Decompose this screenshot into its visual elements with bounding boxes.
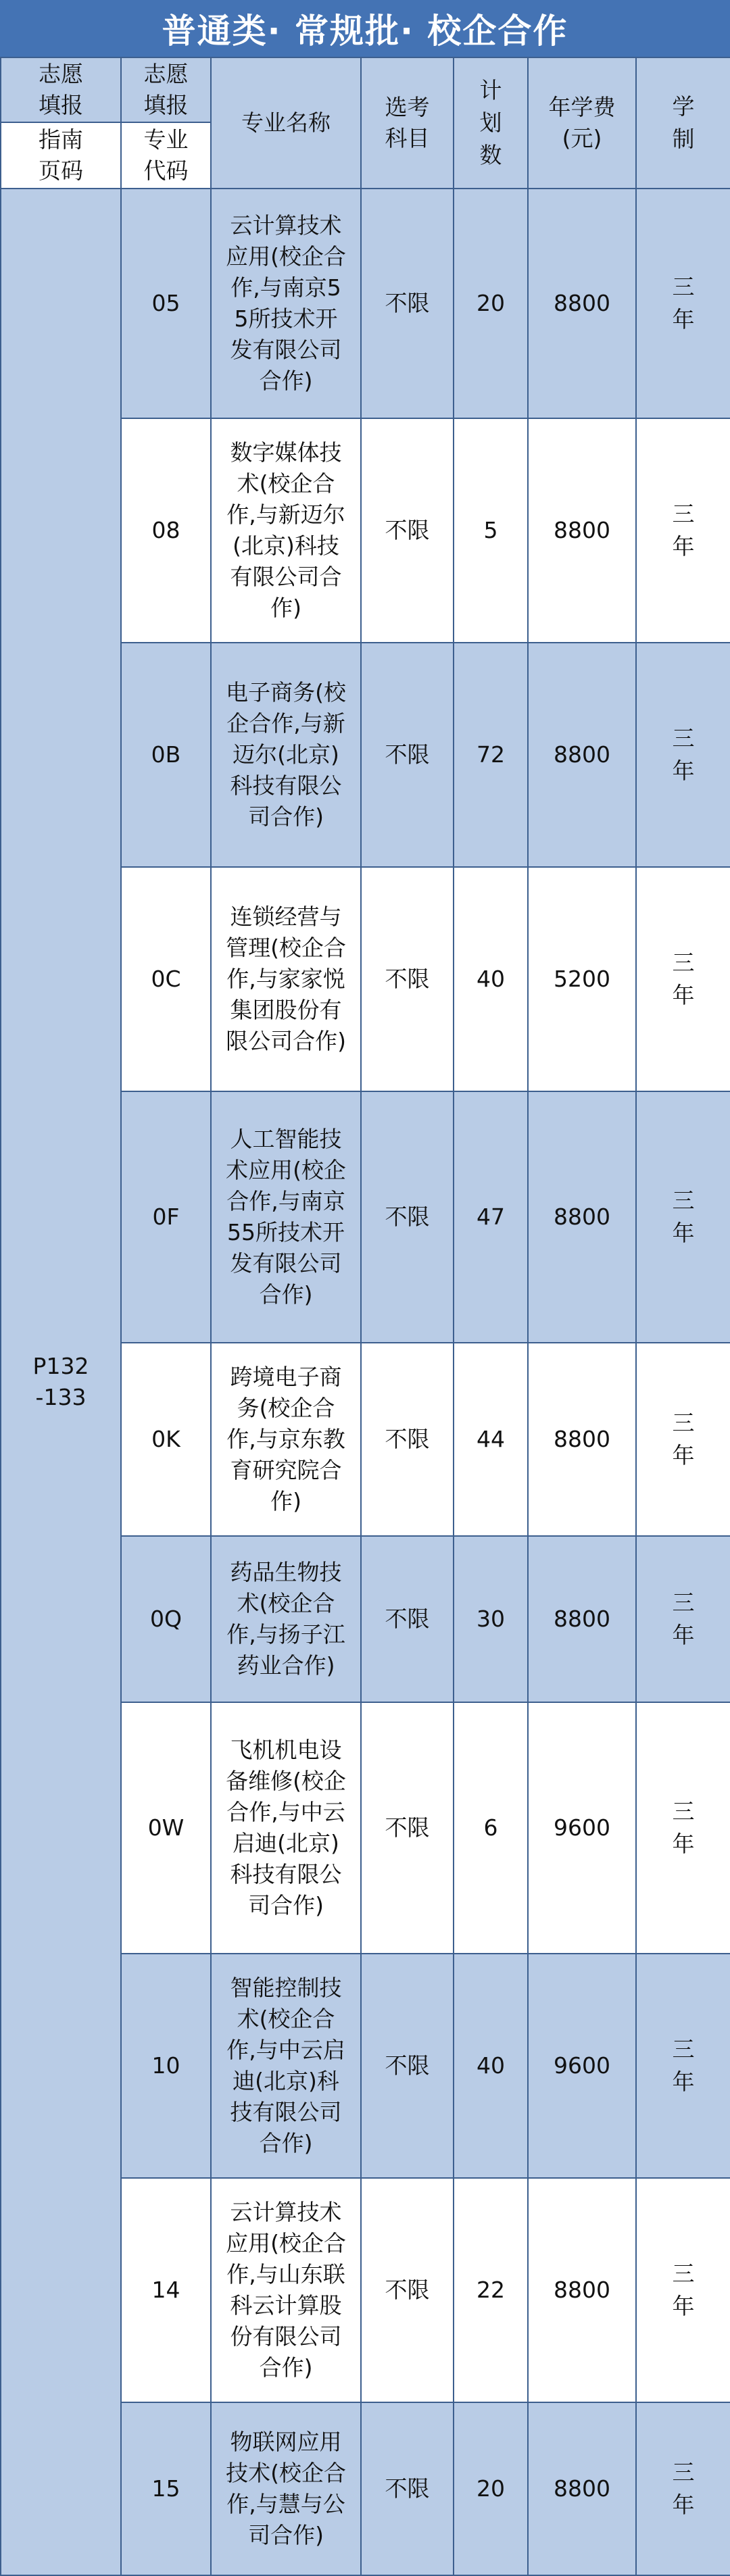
annual-fee: 9600 — [528, 1702, 636, 1954]
duration: 三年 — [636, 418, 730, 643]
annual-fee: 8800 — [528, 2178, 636, 2402]
plan-count: 30 — [454, 1536, 528, 1702]
annual-fee: 9600 — [528, 1954, 636, 2178]
annual-fee: 8800 — [528, 1343, 636, 1536]
major-name: 数字媒体技术(校企合作,与新迈尔(北京)科技有限公司合作) — [211, 418, 361, 643]
annual-fee: 5200 — [528, 867, 636, 1091]
subject-requirement: 不限 — [361, 867, 454, 1091]
major-code: 10 — [121, 1954, 211, 2178]
annual-fee: 8800 — [528, 1536, 636, 1702]
major-name: 人工智能技术应用(校企合作,与南京55所技术开发有限公司合作) — [211, 1091, 361, 1343]
header-major-name: 专业名称 — [211, 57, 361, 189]
annual-fee: 8800 — [528, 418, 636, 643]
plan-count: 6 — [454, 1702, 528, 1954]
subject-requirement: 不限 — [361, 1702, 454, 1954]
duration: 三年 — [636, 2178, 730, 2402]
major-code: 0C — [121, 867, 211, 1091]
subject-requirement: 不限 — [361, 1536, 454, 1702]
header-major-code: 专业代码 — [121, 122, 211, 189]
header-code-fill: 志愿填报 — [121, 57, 211, 122]
plan-count: 20 — [454, 189, 528, 418]
duration: 三年 — [636, 1091, 730, 1343]
major-name: 跨境电子商务(校企合作,与京东教育研究院合作) — [211, 1343, 361, 1536]
duration: 三年 — [636, 1954, 730, 2178]
major-code: 0B — [121, 643, 211, 867]
subject-requirement: 不限 — [361, 189, 454, 418]
duration: 三年 — [636, 643, 730, 867]
major-name: 药品生物技术(校企合作,与扬子江药业合作) — [211, 1536, 361, 1702]
plan-count: 47 — [454, 1091, 528, 1343]
header-duration: 学制 — [636, 57, 730, 189]
annual-fee: 8800 — [528, 1091, 636, 1343]
duration: 三年 — [636, 1702, 730, 1954]
plan-count: 72 — [454, 643, 528, 867]
major-name: 云计算技术应用(校企合作,与山东联科云计算股份有限公司合作) — [211, 2178, 361, 2402]
major-code: 05 — [121, 189, 211, 418]
major-code: 0F — [121, 1091, 211, 1343]
header-guide-page: 指南页码 — [1, 122, 121, 189]
major-code: 0K — [121, 1343, 211, 1536]
major-name: 物联网应用技术(校企合作,与慧与公司合作) — [211, 2402, 361, 2575]
subject-requirement: 不限 — [361, 2402, 454, 2575]
major-code: 14 — [121, 2178, 211, 2402]
major-name: 连锁经营与管理(校企合作,与家家悦集团股份有限公司合作) — [211, 867, 361, 1091]
page-title: 普通类· 常规批· 校企合作 — [0, 0, 730, 57]
subject-requirement: 不限 — [361, 1954, 454, 2178]
annual-fee: 8800 — [528, 643, 636, 867]
header-fee: 年学费(元) — [528, 57, 636, 189]
admissions-table — [0, 57, 730, 2576]
header-subjects: 选考科目 — [361, 57, 454, 189]
major-code: 08 — [121, 418, 211, 643]
duration: 三年 — [636, 189, 730, 418]
header-plan: 计划数 — [454, 57, 528, 189]
major-code: 0Q — [121, 1536, 211, 1702]
major-name: 飞机机电设备维修(校企合作,与中云启迪(北京)科技有限公司合作) — [211, 1702, 361, 1954]
major-name: 云计算技术应用(校企合作,与南京55所技术开发有限公司合作) — [211, 189, 361, 418]
annual-fee: 8800 — [528, 2402, 636, 2575]
subject-requirement: 不限 — [361, 418, 454, 643]
header-guide-fill: 志愿填报 — [1, 57, 121, 122]
guide-page-cell: P132-133 — [1, 189, 121, 2575]
duration: 三年 — [636, 867, 730, 1091]
plan-count: 5 — [454, 418, 528, 643]
subject-requirement: 不限 — [361, 643, 454, 867]
duration: 三年 — [636, 2402, 730, 2575]
plan-count: 22 — [454, 2178, 528, 2402]
subject-requirement: 不限 — [361, 2178, 454, 2402]
plan-count: 40 — [454, 867, 528, 1091]
major-code: 15 — [121, 2402, 211, 2575]
major-name: 智能控制技术(校企合作,与中云启迪(北京)科技有限公司合作) — [211, 1954, 361, 2178]
subject-requirement: 不限 — [361, 1091, 454, 1343]
annual-fee: 8800 — [528, 189, 636, 418]
plan-count: 40 — [454, 1954, 528, 2178]
table-row — [1, 189, 730, 418]
subject-requirement: 不限 — [361, 1343, 454, 1536]
plan-count: 44 — [454, 1343, 528, 1536]
major-code: 0W — [121, 1702, 211, 1954]
duration: 三年 — [636, 1343, 730, 1536]
major-name: 电子商务(校企合作,与新迈尔(北京)科技有限公司合作) — [211, 643, 361, 867]
plan-count: 20 — [454, 2402, 528, 2575]
duration: 三年 — [636, 1536, 730, 1702]
